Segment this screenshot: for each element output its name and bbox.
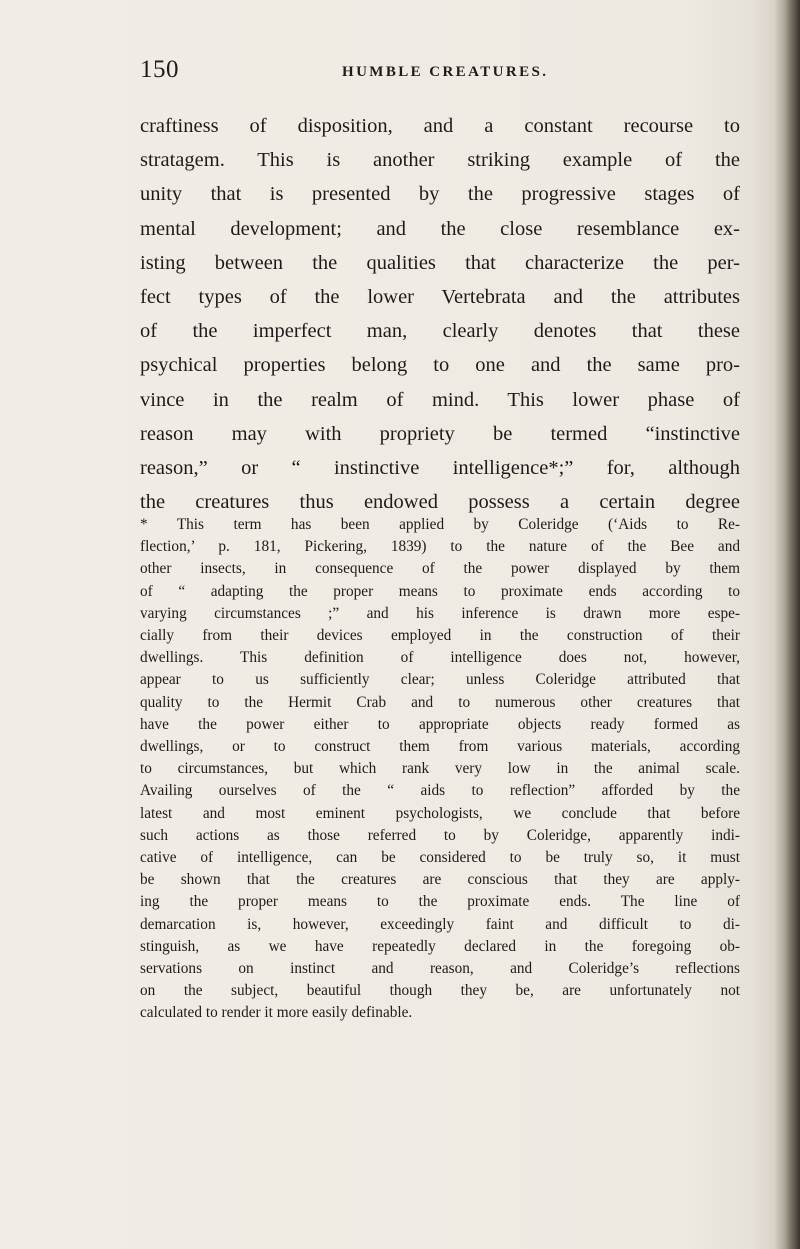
text-line: mental development; and the close resemblance ex- [140, 217, 740, 240]
text-line: vince in the realm of mind. This lower phase of [140, 388, 740, 411]
text-line: of the imperfect man, clearly denotes that these [140, 320, 740, 343]
footnote-line: on the subject, beautiful though they be, are unfortunately not [140, 982, 740, 1000]
main-text [140, 109, 740, 519]
text-line: stratagem. This is another striking example of the [140, 149, 740, 172]
footnote-line: have the power either to appropriate objects ready formed as [140, 715, 740, 733]
footnote-line: cative of intelligence, can be considered to be truly so, it must [140, 849, 740, 867]
footnote-line: servations on instinct and reason, and Coleridge’s reflections [140, 960, 740, 978]
text-line: fect types of the lower Vertebrata and the attributes [140, 286, 740, 309]
footnote-line: latest and most eminent psychologists, we conclude that before [140, 804, 740, 822]
page-number: 150 [140, 56, 179, 83]
text-line: reason,” or “ instinctive intelligence*;” for, although [140, 457, 740, 480]
footnote-line: other insects, in consequence of the power displayed by them [140, 560, 740, 578]
footnote-line: dwellings, or to construct them from various materials, according [140, 738, 740, 756]
text-line: reason may with propriety be termed “instinctive [140, 422, 740, 445]
running-head: HUMBLE CREATURES. [342, 64, 549, 80]
footnote-line: be shown that the creatures are conscious that they are apply- [140, 871, 740, 889]
footnote-line: calculated to render it more easily definable. [140, 1004, 413, 1022]
footnote-line: quality to the Hermit Crab and to numerous other creatures that [140, 693, 740, 711]
footnote-line: Availing ourselves of the “ aids to reflection” afforded by the [140, 782, 740, 800]
page-binding-edge [774, 0, 800, 1249]
text-line: the creatures thus endowed possess a certain degree [140, 491, 740, 514]
text-line: craftiness of disposition, and a constant recourse to [140, 115, 740, 137]
footnote-line: * This term has been applied by Coleridge (‘Aids to Re- [140, 516, 740, 533]
footnote-line: cially from their devices employed in the construction of their [140, 627, 740, 645]
text-line: psychical properties belong to one and the same pro- [140, 354, 740, 377]
page-header [140, 56, 740, 96]
footnote-line: of “ adapting the proper means to proximate ends according to [140, 582, 740, 600]
footnote-line: flection,’ p. 181, Pickering, 1839) to the nature of the Bee and [140, 538, 740, 556]
footnote-line: demarcation is, however, exceedingly faint and difficult to di- [140, 915, 740, 933]
footnote-line: ing the proper means to the proximate ends. The line of [140, 893, 740, 911]
footnote-line: stinguish, as we have repeatedly declared in the foregoing ob- [140, 937, 740, 955]
footnote-line: dwellings. This definition of intelligence does not, however, [140, 649, 740, 667]
footnote-line: such actions as those referred to by Coleridge, apparently indi- [140, 826, 740, 844]
footnote [140, 514, 740, 1025]
footnote-line: appear to us sufficiently clear; unless Coleridge attributed that [140, 671, 740, 689]
footnote-line: varying circumstances ;” and his inference is drawn more espe- [140, 604, 740, 622]
text-line: isting between the qualities that characterize the per- [140, 251, 740, 274]
footnote-line: to circumstances, but which rank very low in the animal scale. [140, 760, 740, 778]
text-line: unity that is presented by the progressive stages of [140, 183, 740, 206]
